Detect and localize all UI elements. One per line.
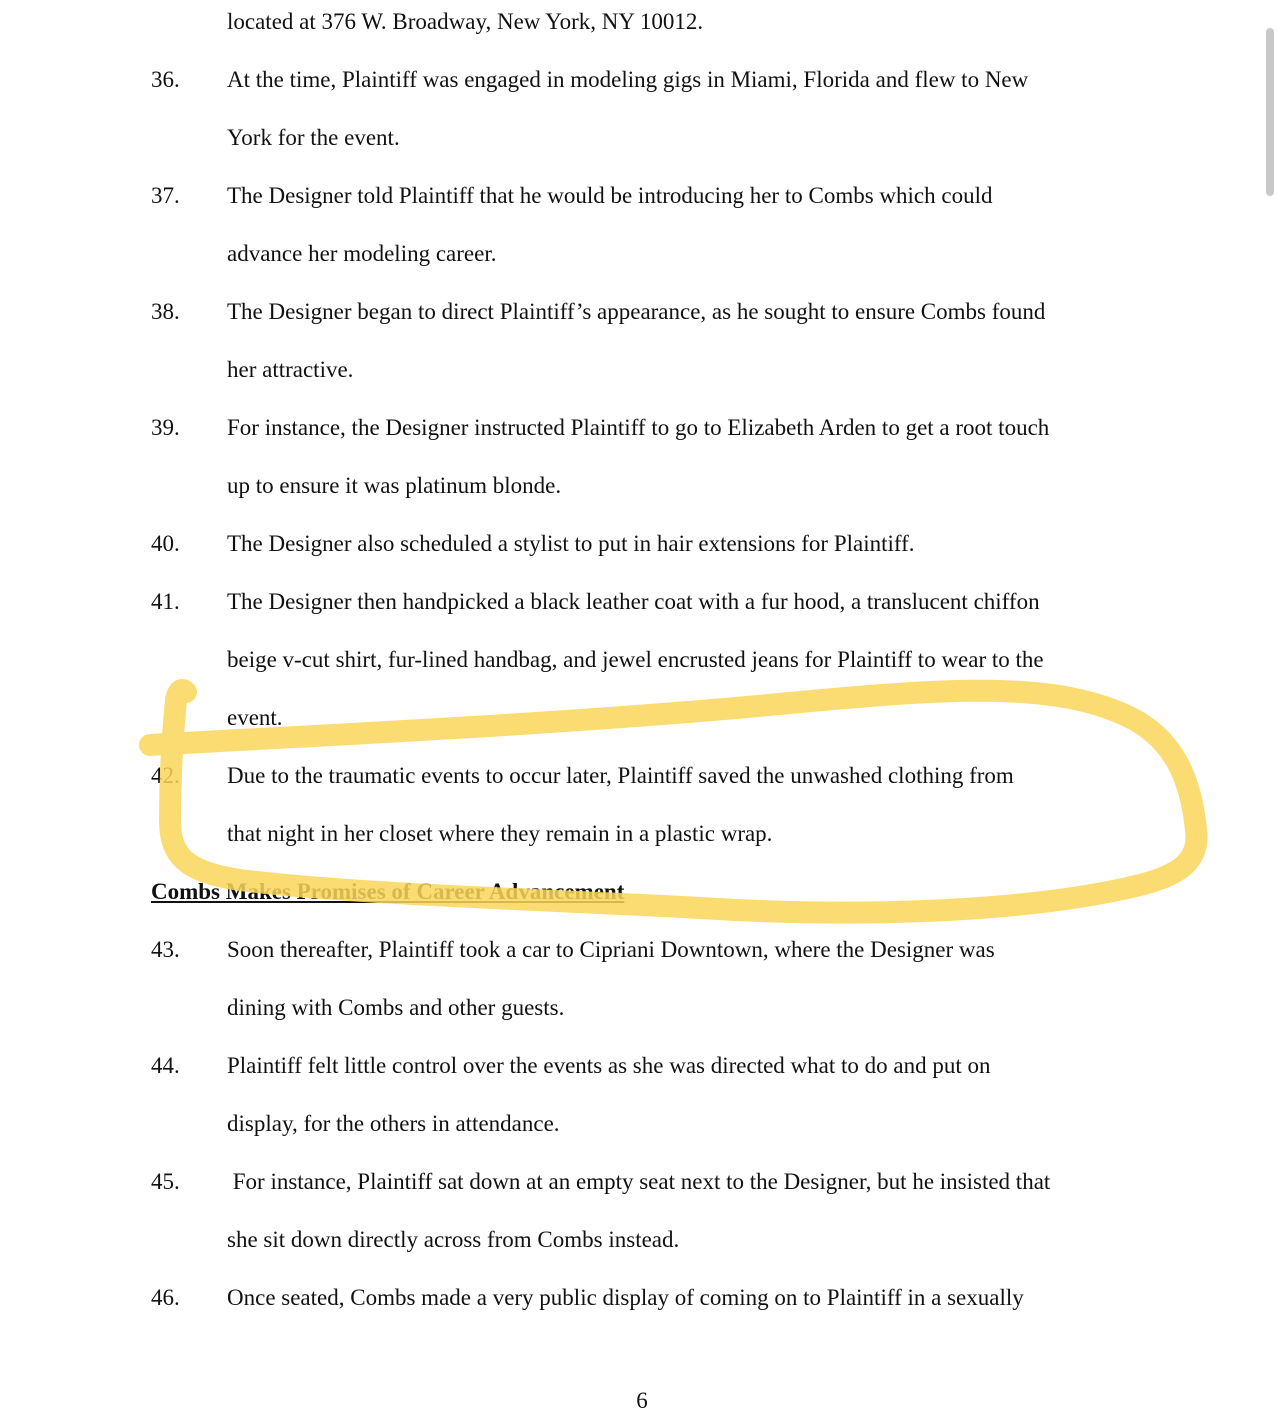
paragraph-line: The Designer told Plaintiff that he would be introducing her to Combs which could [227, 183, 993, 208]
paragraph-line: Once seated, Combs made a very public display of coming on to Plaintiff in a sexually [227, 1285, 1024, 1310]
paragraph-number: 43. [151, 937, 180, 962]
paragraph-line: Soon thereafter, Plaintiff took a car to Cipriani Downtown, where the Designer was [227, 937, 995, 962]
paragraph-line: Plaintiff felt little control over the events as she was directed what to do and put on [227, 1053, 991, 1078]
section-heading: Combs Makes Promises of Career Advancement [151, 879, 625, 904]
paragraph-line: up to ensure it was platinum blonde. [227, 473, 562, 498]
paragraph-number: 36. [151, 67, 180, 92]
paragraph-line: she sit down directly across from Combs instead. [227, 1227, 680, 1252]
paragraph-line: event. [227, 705, 283, 730]
paragraph-line: The Designer then handpicked a black leather coat with a fur hood, a translucent chiffon [227, 589, 1040, 614]
paragraph-line: advance her modeling career. [227, 241, 497, 266]
paragraph-number: 44. [151, 1053, 180, 1078]
scrollbar-thumb[interactable] [1266, 28, 1274, 196]
paragraph-number: 39. [151, 415, 180, 440]
paragraph-line: York for the event. [227, 125, 400, 150]
paragraph-line: Due to the traumatic events to occur later, Plaintiff saved the unwashed clothing from [227, 763, 1014, 788]
paragraph-line: At the time, Plaintiff was engaged in modeling gigs in Miami, Florida and flew to New [227, 67, 1029, 92]
paragraph-line: For instance, Plaintiff sat down at an empty seat next to the Designer, but he insisted that [227, 1169, 1051, 1194]
paragraph-number: 46. [151, 1285, 180, 1310]
paragraph-number: 40. [151, 531, 180, 556]
paragraph-line: that night in her closet where they remain in a plastic wrap. [227, 821, 773, 846]
paragraph-number: 41. [151, 589, 180, 614]
paragraph-line: beige v-cut shirt, fur-lined handbag, and jewel encrusted jeans for Plaintiff to wear to the [227, 647, 1044, 672]
paragraph-line: The Designer began to direct Plaintiff’s appearance, as he sought to ensure Combs found [227, 299, 1046, 324]
paragraph-line: her attractive. [227, 357, 354, 382]
page-number: 6 [636, 1388, 648, 1413]
paragraph-line: For instance, the Designer instructed Plaintiff to go to Elizabeth Arden to get a root touch [227, 415, 1050, 440]
paragraph-number: 42. [151, 763, 180, 788]
paragraph-number: 37. [151, 183, 180, 208]
paragraph-line: located at 376 W. Broadway, New York, NY 10012. [227, 9, 704, 34]
paragraph-line: dining with Combs and other guests. [227, 995, 565, 1020]
paragraph-line: display, for the others in attendance. [227, 1111, 560, 1136]
paragraph-number: 45. [151, 1169, 180, 1194]
paragraph-number: 38. [151, 299, 180, 324]
paragraph-line: The Designer also scheduled a stylist to put in hair extensions for Plaintiff. [227, 531, 915, 556]
